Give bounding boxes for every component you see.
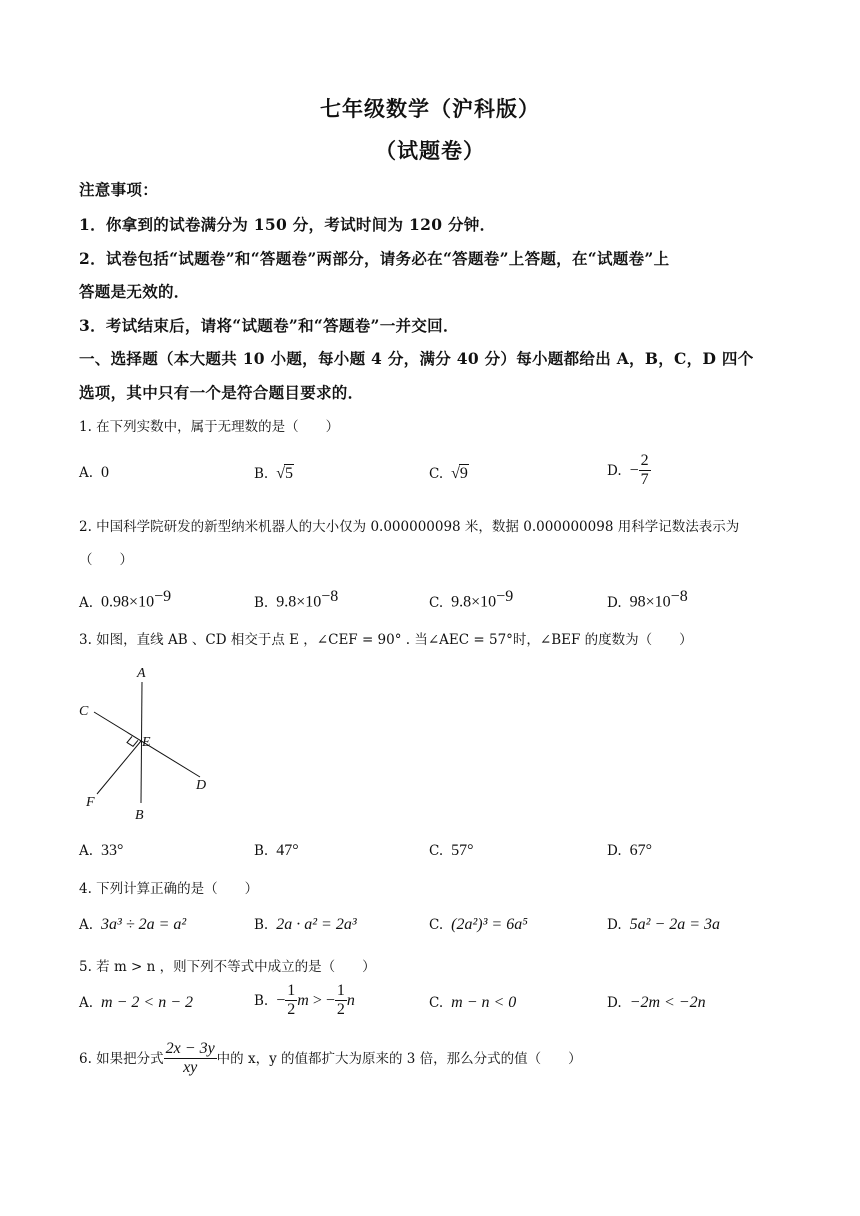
fraction-numerator: 1 — [335, 982, 347, 1001]
option-exponent: −8 — [321, 588, 339, 605]
fraction-numerator: 2 — [639, 452, 651, 471]
option-value: 9 — [459, 465, 468, 482]
option-label: C. — [429, 466, 444, 482]
question-2-stem-line-1: 2. 中国科学院研发的新型纳米机器人的大小仅为 0.000000098 米，数据 0.000000098 用科学记数法表示为 — [79, 519, 740, 535]
question-1-option-b — [254, 464, 294, 483]
option-label: D. — [607, 995, 622, 1011]
line-ef — [97, 741, 141, 794]
option-exponent: −9 — [154, 588, 172, 605]
question-5-stem: 5. 若 m > n ，则下列不等式中成立的是（ ） — [79, 959, 376, 975]
question-2-stem-line-2: （ ） — [79, 552, 133, 568]
greater-than-sign: > − — [308, 991, 335, 1009]
option-label: A. — [79, 465, 94, 481]
option-label: C. — [429, 843, 444, 859]
question-3-option-a — [79, 842, 123, 860]
label-b: B — [135, 808, 144, 823]
fraction-denominator: xy — [183, 1059, 198, 1077]
option-value: m − 2 < n − 2 — [101, 994, 193, 1011]
option-value: −2m < −2n — [629, 994, 706, 1011]
sqrt-symbol: √ — [451, 465, 460, 482]
option-label: A. — [79, 594, 94, 611]
fraction — [639, 452, 651, 490]
question-2-option-c — [429, 588, 513, 612]
fraction — [285, 982, 297, 1020]
question-2-option-b — [254, 588, 338, 612]
fraction-numerator: 1 — [285, 982, 297, 1001]
notes-item-1: 1．你拿到的试卷满分为 150 分，考试时间为 120 分钟． — [79, 215, 496, 234]
notes-item-2-line-1: 2．试卷包括“试题卷”和“答题卷”两部分，请务必在“答题卷”上答题，在“试题卷”上 — [79, 249, 670, 268]
question-3-option-d — [607, 842, 652, 860]
label-c: C — [79, 704, 89, 719]
option-value: 5a² − 2a = 3a — [629, 916, 721, 933]
question-4-option-b — [254, 916, 357, 934]
option-value: 47° — [276, 842, 299, 859]
fraction-denominator: 2 — [336, 1001, 345, 1019]
question-5-option-b — [254, 982, 355, 1020]
option-label: D. — [607, 462, 622, 479]
question-1-option-a — [79, 464, 109, 482]
question-6-stem — [79, 1040, 582, 1078]
question-5-option-a — [79, 994, 193, 1012]
section-heading-line-2: 选项，其中只有一个是符合题目要求的． — [79, 383, 364, 402]
notes-item-2-line-2: 答题是无效的． — [79, 282, 190, 301]
question-3-stem: 3. 如图，直线 AB 、CD 相交于点 E ，∠CEF = 90° . 当∠AEC = 57°时，∠BEF 的度数为（ ） — [79, 632, 693, 648]
option-value: 57° — [451, 842, 474, 859]
option-label: C. — [429, 995, 444, 1011]
notes-item-3: 3．考试结束后，请将“试题卷”和“答题卷”一并交回． — [79, 316, 459, 335]
fraction-denominator: 7 — [640, 471, 649, 489]
question-1-option-d — [607, 452, 651, 490]
option-label: A. — [79, 995, 94, 1011]
option-value: 2a · a² = 2a³ — [276, 916, 357, 933]
question-3-option-c — [429, 842, 474, 860]
sqrt-symbol: √ — [276, 465, 285, 482]
option-label: B. — [254, 992, 269, 1009]
fraction — [335, 982, 347, 1020]
minus-sign: − — [629, 461, 639, 479]
question-2-option-a — [79, 588, 171, 612]
option-value: (2a²)³ = 6a⁵ — [451, 916, 528, 933]
question-4-option-a — [79, 916, 186, 934]
page-subtitle: （试题卷） — [375, 138, 485, 163]
question-3-option-b — [254, 842, 299, 860]
option-label: B. — [254, 594, 269, 611]
notes-heading: 注意事项： — [79, 180, 159, 199]
option-label: A. — [79, 843, 94, 859]
question-5-option-c — [429, 994, 516, 1012]
option-value: 98×10 — [629, 593, 671, 611]
fraction-numerator: 2x − 3y — [164, 1040, 217, 1059]
option-value: 5 — [285, 465, 293, 482]
option-value: 9.8×10 — [451, 593, 497, 611]
question-5-option-d — [607, 994, 706, 1012]
option-label: D. — [607, 917, 622, 933]
option-label: B. — [254, 466, 269, 482]
option-value: 67° — [629, 842, 653, 859]
option-label: D. — [607, 843, 622, 859]
option-label: C. — [429, 594, 444, 611]
question-6-stem-suffix: 中的 x，y 的值都扩大为原来的 3 倍，那么分式的值（ ） — [216, 1050, 582, 1067]
question-6-stem-prefix: 6. 如果把分式 — [79, 1050, 164, 1067]
question-4-option-d — [607, 916, 720, 934]
option-exponent: −8 — [670, 588, 688, 605]
option-value: 33° — [101, 842, 124, 859]
option-label: C. — [429, 917, 444, 933]
option-label: D. — [607, 594, 622, 611]
variable-n: n — [346, 991, 355, 1009]
question-4-option-c — [429, 916, 528, 934]
label-d: D — [196, 778, 207, 793]
fraction-denominator: 2 — [287, 1001, 296, 1019]
label-e: E — [142, 735, 151, 750]
question-3-figure — [74, 660, 224, 825]
label-a: A — [137, 666, 146, 681]
variable-m: m — [297, 991, 309, 1009]
page-title: 七年级数学（沪科版） — [320, 96, 540, 121]
question-1-option-c — [429, 464, 469, 483]
option-label: A. — [79, 917, 94, 933]
option-label: B. — [254, 917, 269, 933]
option-value: m − n < 0 — [451, 994, 517, 1011]
label-f: F — [86, 795, 95, 810]
section-heading-line-1: 一、选择题（本大题共 10 小题，每小题 4 分，满分 40 分）每小题都给出 A，B，C，D 四个 — [79, 349, 754, 368]
option-exponent: −9 — [496, 588, 514, 605]
minus-sign: − — [276, 991, 286, 1009]
question-2-option-d — [607, 588, 688, 612]
question-1-stem: 1. 在下列实数中，属于无理数的是（ ） — [79, 419, 340, 435]
question-4-stem: 4. 下列计算正确的是（ ） — [79, 881, 259, 897]
option-label: B. — [254, 843, 269, 859]
option-value: 3a³ ÷ 2a = a² — [101, 916, 187, 933]
option-value: 0.98×10 — [101, 593, 155, 611]
question-6-fraction — [164, 1040, 217, 1078]
option-value: 0 — [101, 464, 110, 481]
option-value: 9.8×10 — [276, 593, 322, 611]
